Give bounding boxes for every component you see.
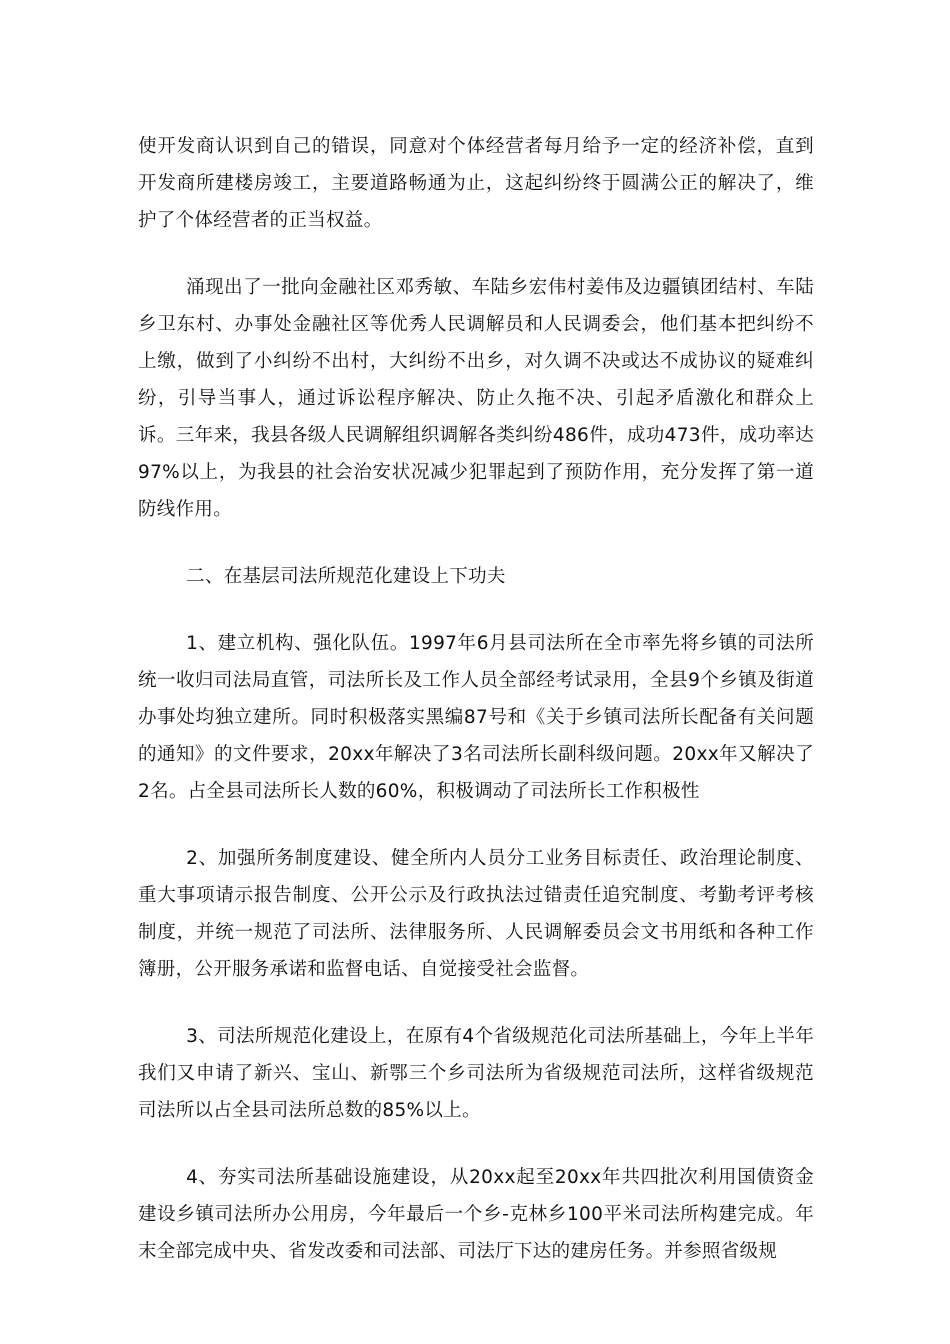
paragraph-item-3: 3、司法所规范化建设上，在原有4个省级规范化司法所基础上，今年上半年我们又申请了新兴、宝山、新鄂三个乡司法所为省级规范司法所，这样省级规范司法所以占全县司法所总数的85%以上。 [138,1026,814,1121]
paragraph-item-4: 4、夯实司法所基础设施建设，从20xx起至20xx年共四批次利用国债资金建设乡镇司法所办公用房，今年最后一个乡-克林乡100平米司法所构建完成。年末全部完成中央、省发改委和司法部、司法厅下达的建房任务。并参照省级规 [138,1167,814,1262]
paragraph-mediators: 涌现出了一批向金融社区邓秀敏、车陆乡宏伟村姜伟及边疆镇团结村、车陆乡卫东村、办事处金融社区等优秀人民调解员和人民调委会，他们基本把纠纷不上缴，做到了小纠纷不出村，大纠纷不出乡，对久调不决或达不成协议的疑难纠纷，引导当事人，通过诉讼程序解决、防止久拖不决、引起矛盾激化和群众上诉。三年来，我县各级人民调解组织调解各类纠纷486件，成功473件，成功率达97%以上，为我县的社会治安状况减少犯罪起到了预防作用，充分发挥了第一道防线作用。 [138,277,814,520]
section-heading: 二、在基层司法所规范化建设上下功夫 [186,566,506,587]
document-body [138,128,814,1300]
paragraph-dispute-resolution: 使开发商认识到自己的错误，同意对个体经营者每月给予一定的经济补偿，直到开发商所建楼房竣工，主要道路畅通为止，这起纠纷终于圆满公正的解决了，维护了个体经营者的正当权益。 [138,136,814,231]
paragraph-item-1: 1、建立机构、强化队伍。1997年6月县司法所在全市率先将乡镇的司法所统一收归司法局直管，司法所长及工作人员全部经考试录用，全县9个乡镇及街道办事处均独立建所。同时积极落实黑编87号和《关于乡镇司法所长配备有关问题的通知》的文件要求，20xx年解决了3名司法所长副科级问题。20xx年又解决了2名。占全县司法所长人数的60%，积极调动了司法所长工作积极性 [138,633,814,802]
paragraph-item-2: 2、加强所务制度建设、健全所内人员分工业务目标责任、政治理论制度、重大事项请示报告制度、公开公示及行政执法过错责任追究制度、考勤考评考核制度，并统一规范了司法所、法律服务所、人民调解委员会文书用纸和各种工作簿册，公开服务承诺和监督电话、自觉接受社会监督。 [138,848,814,980]
